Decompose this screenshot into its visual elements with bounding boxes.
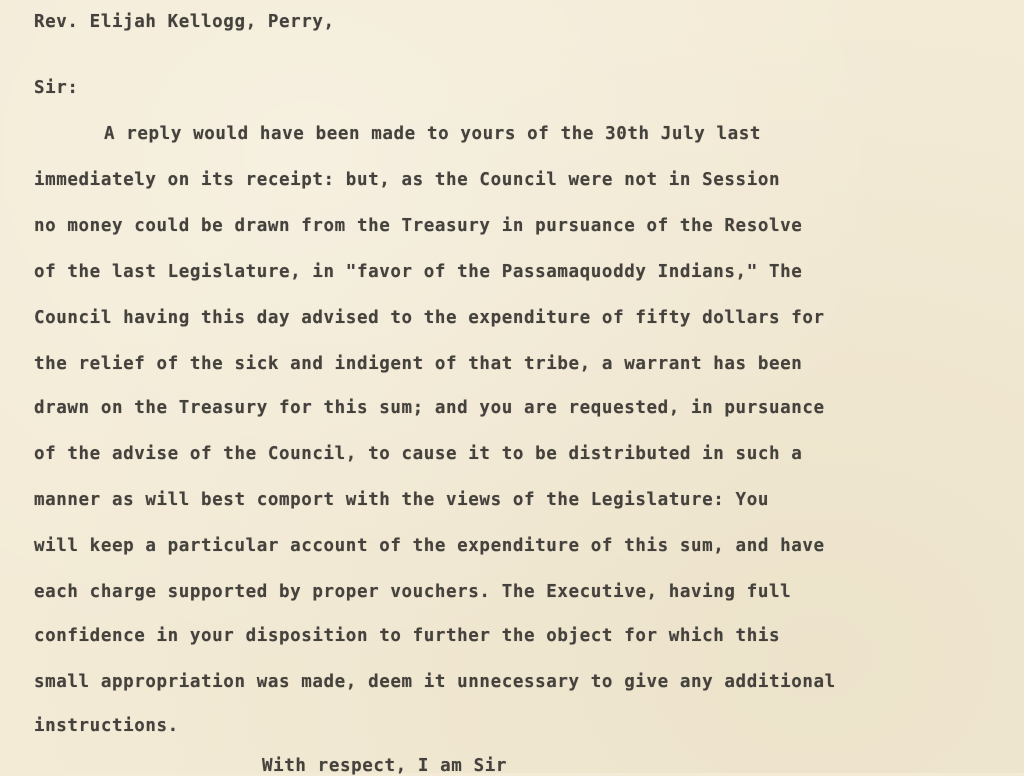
body-line: A reply would have been made to yours of the 30th July last: [104, 124, 762, 144]
body-line: of the advise of the Council, to cause it to be distributed in such a: [34, 444, 803, 464]
body-line: instructions.: [34, 716, 179, 736]
body-line: confidence in your disposition to further the object for which this: [34, 626, 781, 646]
body-line: each charge supported by proper vouchers. The Executive, having full: [34, 582, 792, 602]
body-line: no money could be drawn from the Treasury in pursuance of the Resolve: [34, 216, 803, 236]
body-line: Council having this day advised to the expenditure of fifty dollars for: [34, 308, 825, 328]
body-line: will keep a particular account of the expenditure of this sum, and have: [34, 536, 825, 556]
closing-line: With respect, I am Sir: [262, 756, 507, 776]
body-line: drawn on the Treasury for this sum; and you are requested, in pursuance: [34, 398, 825, 418]
body-line: the relief of the sick and indigent of that tribe, a warrant has been: [34, 354, 803, 374]
body-line: of the last Legislature, in "favor of the Passamaquoddy Indians," The: [34, 262, 803, 282]
body-line: small appropriation was made, deem it unnecessary to give any additional: [34, 672, 836, 692]
greeting-line: Sir:: [34, 78, 79, 98]
addressee-line: Rev. Elijah Kellogg, Perry,: [34, 12, 335, 32]
body-line: immediately on its receipt: but, as the Council were not in Session: [34, 170, 781, 190]
body-line: manner as will best comport with the views of the Legislature: You: [34, 490, 769, 510]
